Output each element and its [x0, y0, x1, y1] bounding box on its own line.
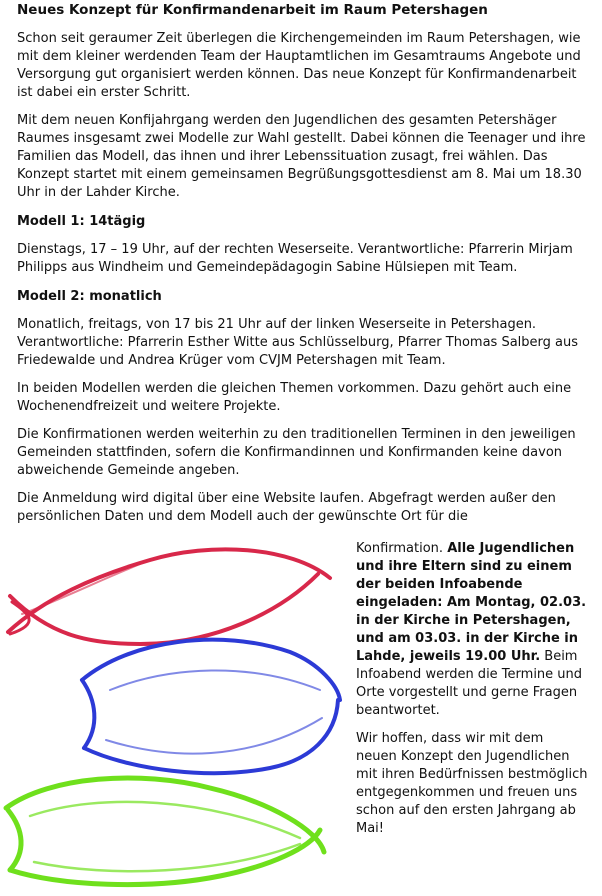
- paragraph-models: Mit dem neuen Konfijahrgang werden den Jugendlichen des gesamten Petershäger Raumes insgesamt zwei Modelle zur Wahl gestellt. Dabei können die Teenager und ihre Familien das Modell, das ihnen und ihrer Lebenssituation zusagt, frei wählen. Das Konzept startet mit einem gemeinsamen Begrüßungsgottesdienst am 8. Mai um 18.30 Uhr in der Lahder Kirche.: [17, 113, 586, 200]
- sidebar-text: [356, 540, 588, 838]
- paragraph-themes: In beiden Modellen werden die gleichen Themen vorkommen. Dazu gehört auch eine Wochenendfreizeit und weitere Projekte.: [17, 381, 572, 414]
- paragraph-model-1: Dienstags, 17 – 19 Uhr, auf der rechten Weserseite. Verantwortliche: Pfarrerin Mirjam Philipps aus Windheim und Gemeindepädagogin Sabine Hülsiepen mit Team.: [17, 242, 573, 275]
- heading-model-1: Modell 1: 14tägig: [17, 214, 146, 229]
- article-title: Neues Konzept für Konfirmandenarbeit im Raum Petershagen: [17, 2, 488, 18]
- paragraph-infoabend: [356, 540, 588, 720]
- blue-fish-icon: [82, 640, 340, 773]
- paragraph-model-2: Monatlich, freitags, von 17 bis 21 Uhr auf der linken Weserseite in Petershagen. Verantwortliche: Pfarrerin Esther Witte aus Schlüsselburg, Pfarrer Thomas Salberg aus Friedewalde und Andrea Krüger vom CVJM Petershagen mit Team.: [17, 317, 579, 368]
- infoabend-details: Beim Infoabend werden die Termine und Orte vorgestellt und gerne Fragen beantwortet.: [356, 649, 583, 718]
- paragraph-intro: Schon seit geraumer Zeit überlegen die Kirchengemeinden im Raum Petershagen, wie mit dem kleiner werdenden Team der Hauptamtlichen im Gesamtraums Angebote und Versorgung gut organisiert werden können. Das neue Konzept für Konfirmandenarbeit ist dabei ein erster Schritt.: [17, 31, 581, 100]
- green-fish-icon: [6, 778, 324, 885]
- red-fish-icon: [8, 549, 330, 644]
- paragraph-confirmations: Die Konfirmationen werden weiterhin zu den traditionellen Terminen in den jeweiligen Gemeinden stattfinden, sofern die Konfirmandinnen und Konfirmanden keine davon abweichende Gemeinde angeben.: [17, 427, 576, 478]
- heading-model-2: Modell 2: monatlich: [17, 289, 162, 304]
- article: [17, 0, 587, 526]
- confirmation-word: Konfirmation.: [356, 541, 444, 556]
- fish-illustration: [0, 540, 345, 892]
- paragraph-registration: Die Anmeldung wird digital über eine Website laufen. Abgefragt werden außer den persönlichen Daten und dem Modell auch der gewünschte Ort für die: [17, 491, 556, 524]
- infoabend-invitation: Alle Jugendlichen und ihre Eltern sind zu einem der beiden Infoabende eingeladen: Am Montag, 02.03. in der Kirche in Petershagen, und am 03.03. in der Kirche in Lahde, jeweils 19.00 Uhr.: [356, 541, 587, 664]
- paragraph-closing: Wir hoffen, dass wir mit dem neuen Konzept den Jugendlichen mit ihren Bedürfnissen bestmöglich entgegenkommen und freuen uns schon auf den ersten Jahrgang ab Mai!: [356, 731, 588, 836]
